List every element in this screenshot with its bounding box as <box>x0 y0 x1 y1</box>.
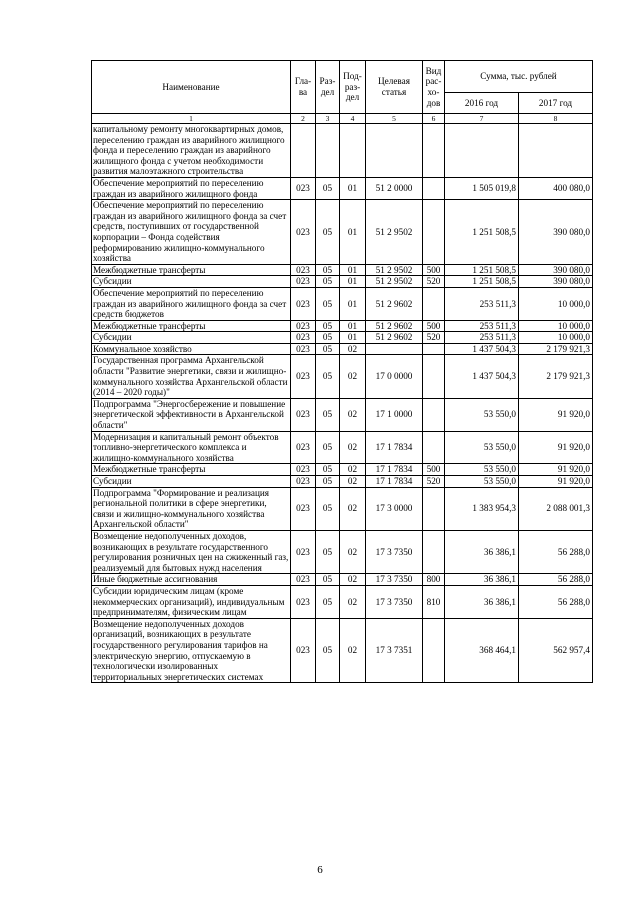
row-tselevaya: 51 2 9502 <box>366 276 423 288</box>
row-podrazdel: 01 <box>340 332 366 344</box>
row-razdel: 05 <box>316 464 340 476</box>
row-name: Обеспечение мероприятий по переселению граждан из аварийного жилищного фонда <box>92 177 291 199</box>
row-sum-2017: 91 920,0 <box>519 398 593 431</box>
row-sum-2017: 91 920,0 <box>519 464 593 476</box>
row-razdel: 05 <box>316 287 340 320</box>
row-sum-2016: 53 550,0 <box>445 464 519 476</box>
row-vid <box>423 618 445 683</box>
row-podrazdel: 01 <box>340 320 366 332</box>
row-razdel: 05 <box>316 398 340 431</box>
row-sum-2017: 390 080,0 <box>519 264 593 276</box>
table-row <box>92 398 593 431</box>
row-sum-2017: 562 957,4 <box>519 618 593 683</box>
table-row <box>92 487 593 530</box>
row-vid <box>423 487 445 530</box>
row-razdel: 05 <box>316 343 340 355</box>
row-podrazdel: 02 <box>340 398 366 431</box>
row-tselevaya: 17 3 7350 <box>366 530 423 573</box>
col-number: 3 <box>316 114 340 124</box>
row-razdel: 05 <box>316 200 340 265</box>
row-sum-2017: 390 080,0 <box>519 276 593 288</box>
row-tselevaya: 17 3 7350 <box>366 574 423 586</box>
row-razdel: 05 <box>316 431 340 464</box>
row-sum-2016: 253 511,3 <box>445 332 519 344</box>
row-sum-2016: 53 550,0 <box>445 476 519 488</box>
row-sum-2017: 91 920,0 <box>519 476 593 488</box>
header-vid: Вид рас- хо- дов <box>423 61 445 114</box>
row-tselevaya: 17 1 7834 <box>366 476 423 488</box>
row-sum-2017: 2 179 921,3 <box>519 355 593 398</box>
row-razdel: 05 <box>316 332 340 344</box>
row-razdel: 05 <box>316 618 340 683</box>
row-sum-2016: 1 437 504,3 <box>445 355 519 398</box>
col-number: 8 <box>519 114 593 124</box>
row-podrazdel: 01 <box>340 264 366 276</box>
row-glava: 023 <box>291 618 316 683</box>
row-sum-2016: 36 386,1 <box>445 530 519 573</box>
row-name: Межбюджетные трансферты <box>92 464 291 476</box>
table-row <box>92 200 593 265</box>
row-podrazdel: 02 <box>340 585 366 618</box>
row-vid <box>423 530 445 573</box>
row-sum-2016 <box>445 124 519 178</box>
row-name: Обеспечение мероприятий по переселению граждан из аварийного жилищного фонда за счет средств, поступивших от государственной корпорации – Фонда содействия реформированию жилищно-коммунального хозяйства <box>92 200 291 265</box>
row-tselevaya: 51 2 9502 <box>366 264 423 276</box>
table-row <box>92 343 593 355</box>
row-vid: 520 <box>423 276 445 288</box>
row-glava: 023 <box>291 332 316 344</box>
table-row <box>92 264 593 276</box>
table-row <box>92 464 593 476</box>
table-row <box>92 355 593 398</box>
table-row <box>92 320 593 332</box>
row-name: Возмещение недополученных доходов, возникающих в результате государственного регулирования розничных цен на сжиженный газ, реализуемый для бытовых нужд населения <box>92 530 291 573</box>
row-tselevaya: 51 2 9602 <box>366 287 423 320</box>
row-name: Межбюджетные трансферты <box>92 320 291 332</box>
header-podrazdel: Под- раз- дел <box>340 61 366 114</box>
row-glava: 023 <box>291 343 316 355</box>
row-podrazdel <box>340 124 366 178</box>
row-glava: 023 <box>291 585 316 618</box>
row-podrazdel: 02 <box>340 476 366 488</box>
header-year1: 2016 год <box>445 93 519 114</box>
row-vid <box>423 343 445 355</box>
row-glava: 023 <box>291 487 316 530</box>
row-razdel: 05 <box>316 487 340 530</box>
row-sum-2017: 56 288,0 <box>519 585 593 618</box>
table-row <box>92 431 593 464</box>
row-name: Модернизация и капитальный ремонт объектов топливно-энергетического комплекса и жилищно-коммунального хозяйства <box>92 431 291 464</box>
row-tselevaya: 17 3 0000 <box>366 487 423 530</box>
header-razdel: Раз- дел <box>316 61 340 114</box>
col-number: 6 <box>423 114 445 124</box>
row-sum-2017 <box>519 124 593 178</box>
row-vid: 810 <box>423 585 445 618</box>
row-tselevaya: 17 3 7350 <box>366 585 423 618</box>
row-name: Возмещение недополученных доходов организаций, возникающих в результате государственного регулирования тарифов на электрическую энергию, отпускаемую в технологически изолированных территориальных энергетических системах <box>92 618 291 683</box>
row-name: Субсидии <box>92 276 291 288</box>
row-podrazdel: 02 <box>340 618 366 683</box>
row-vid: 800 <box>423 574 445 586</box>
row-sum-2017: 91 920,0 <box>519 431 593 464</box>
row-razdel: 05 <box>316 264 340 276</box>
row-razdel: 05 <box>316 320 340 332</box>
row-tselevaya <box>366 124 423 178</box>
row-sum-2017: 10 000,0 <box>519 320 593 332</box>
row-podrazdel: 02 <box>340 487 366 530</box>
row-sum-2017: 2 179 921,3 <box>519 343 593 355</box>
table-row <box>92 618 593 683</box>
row-glava: 023 <box>291 530 316 573</box>
header-glava: Гла- ва <box>291 61 316 114</box>
row-tselevaya: 17 0 0000 <box>366 355 423 398</box>
row-podrazdel: 02 <box>340 464 366 476</box>
row-razdel: 05 <box>316 530 340 573</box>
row-sum-2016: 1 251 508,5 <box>445 264 519 276</box>
row-podrazdel: 01 <box>340 276 366 288</box>
row-glava <box>291 124 316 178</box>
row-sum-2016: 253 511,3 <box>445 320 519 332</box>
row-name: Подпрограмма "Энергосбережение и повышение энергетической эффективности в Архангельской области" <box>92 398 291 431</box>
row-vid: 500 <box>423 464 445 476</box>
row-sum-2016: 1 437 504,3 <box>445 343 519 355</box>
row-sum-2016: 1 383 954,3 <box>445 487 519 530</box>
row-name: Межбюджетные трансферты <box>92 264 291 276</box>
row-podrazdel: 02 <box>340 530 366 573</box>
row-sum-2017: 10 000,0 <box>519 332 593 344</box>
row-podrazdel: 02 <box>340 431 366 464</box>
row-razdel: 05 <box>316 585 340 618</box>
row-sum-2016: 253 511,3 <box>445 287 519 320</box>
col-number: 5 <box>366 114 423 124</box>
row-name: Иные бюджетные ассигнования <box>92 574 291 586</box>
row-tselevaya: 17 1 7834 <box>366 464 423 476</box>
table-row <box>92 177 593 199</box>
row-sum-2016: 53 550,0 <box>445 431 519 464</box>
table-row <box>92 574 593 586</box>
row-name: Подпрограмма "Формирование и реализация региональной политики в сфере энергетики, связи и жилищно-коммунального хозяйства Архангельской области" <box>92 487 291 530</box>
row-tselevaya: 51 2 9602 <box>366 320 423 332</box>
row-podrazdel: 01 <box>340 177 366 199</box>
table-row <box>92 530 593 573</box>
row-razdel: 05 <box>316 177 340 199</box>
table-row <box>92 476 593 488</box>
row-vid: 520 <box>423 476 445 488</box>
row-glava: 023 <box>291 355 316 398</box>
row-name: Обеспечение мероприятий по переселению граждан из аварийного жилищного фонда за счет средств бюджетов <box>92 287 291 320</box>
row-tselevaya: 51 2 0000 <box>366 177 423 199</box>
row-sum-2016: 1 251 508,5 <box>445 200 519 265</box>
row-glava: 023 <box>291 287 316 320</box>
row-vid: 500 <box>423 320 445 332</box>
row-sum-2017: 56 288,0 <box>519 530 593 573</box>
row-razdel <box>316 124 340 178</box>
row-sum-2017: 390 080,0 <box>519 200 593 265</box>
row-razdel: 05 <box>316 276 340 288</box>
table-row <box>92 124 593 178</box>
col-number: 2 <box>291 114 316 124</box>
row-name: Государственная программа Архангельской области "Развитие энергетики, связи и жилищно-коммунального хозяйства Архангельской области (2014 – 2020 годы)" <box>92 355 291 398</box>
row-sum-2017: 56 288,0 <box>519 574 593 586</box>
row-podrazdel: 01 <box>340 287 366 320</box>
header-tselevaya: Целевая статья <box>366 61 423 114</box>
row-name: Субсидии юридическим лицам (кроме некоммерческих организаций), индивидуальным предпринимателям, физическим лицам <box>92 585 291 618</box>
row-vid <box>423 431 445 464</box>
row-tselevaya: 17 1 7834 <box>366 431 423 464</box>
row-podrazdel: 02 <box>340 355 366 398</box>
row-tselevaya: 17 3 7351 <box>366 618 423 683</box>
row-sum-2016: 1 251 508,5 <box>445 276 519 288</box>
col-number: 1 <box>92 114 291 124</box>
col-number: 7 <box>445 114 519 124</box>
row-podrazdel: 02 <box>340 343 366 355</box>
row-name: капитальному ремонту многоквартирных домов, переселению граждан из аварийного жилищного фонда и переселению граждан из аварийного жилищного фонда с учетом необходимости развития малоэтажного строительства <box>92 124 291 178</box>
row-tselevaya <box>366 343 423 355</box>
row-sum-2016: 368 464,1 <box>445 618 519 683</box>
row-glava: 023 <box>291 320 316 332</box>
row-glava: 023 <box>291 398 316 431</box>
header-name: Наименование <box>92 61 291 114</box>
row-vid <box>423 355 445 398</box>
table-row <box>92 287 593 320</box>
row-podrazdel: 02 <box>340 574 366 586</box>
row-glava: 023 <box>291 264 316 276</box>
row-razdel: 05 <box>316 355 340 398</box>
table-row <box>92 276 593 288</box>
row-glava: 023 <box>291 431 316 464</box>
row-glava: 023 <box>291 574 316 586</box>
header-summa: Сумма, тыс. рублей <box>445 61 593 93</box>
row-vid <box>423 200 445 265</box>
row-razdel: 05 <box>316 574 340 586</box>
row-sum-2017: 400 080,0 <box>519 177 593 199</box>
row-sum-2016: 36 386,1 <box>445 585 519 618</box>
row-vid <box>423 124 445 178</box>
row-vid <box>423 398 445 431</box>
row-tselevaya: 51 2 9502 <box>366 200 423 265</box>
row-tselevaya: 17 1 0000 <box>366 398 423 431</box>
budget-table <box>91 60 593 683</box>
row-name: Субсидии <box>92 332 291 344</box>
row-sum-2016: 53 550,0 <box>445 398 519 431</box>
row-name: Коммунальное хозяйство <box>92 343 291 355</box>
row-glava: 023 <box>291 276 316 288</box>
row-vid <box>423 177 445 199</box>
row-name: Субсидии <box>92 476 291 488</box>
row-vid: 500 <box>423 264 445 276</box>
row-razdel: 05 <box>316 476 340 488</box>
header-year2: 2017 год <box>519 93 593 114</box>
row-sum-2017: 10 000,0 <box>519 287 593 320</box>
table-row <box>92 585 593 618</box>
page-number: 6 <box>317 864 323 876</box>
row-glava: 023 <box>291 476 316 488</box>
row-sum-2016: 36 386,1 <box>445 574 519 586</box>
row-sum-2016: 1 505 019,8 <box>445 177 519 199</box>
row-vid <box>423 287 445 320</box>
row-podrazdel: 01 <box>340 200 366 265</box>
row-vid: 520 <box>423 332 445 344</box>
row-sum-2017: 2 088 001,3 <box>519 487 593 530</box>
row-glava: 023 <box>291 177 316 199</box>
col-number: 4 <box>340 114 366 124</box>
row-glava: 023 <box>291 464 316 476</box>
row-glava: 023 <box>291 200 316 265</box>
row-tselevaya: 51 2 9602 <box>366 332 423 344</box>
table-row <box>92 332 593 344</box>
